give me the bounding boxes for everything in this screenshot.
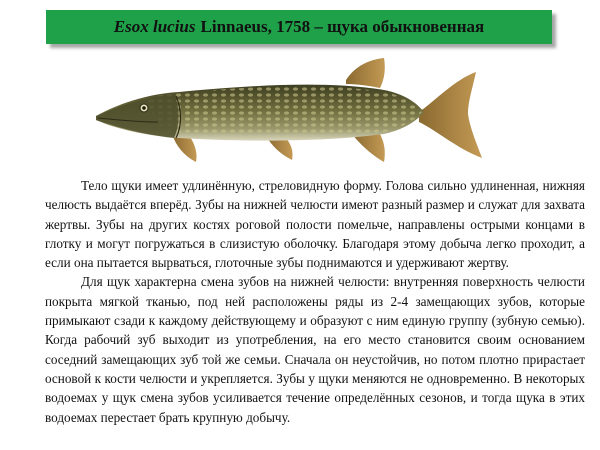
title-bar bbox=[46, 10, 552, 44]
paragraph-teeth-change: Для щук характерна смена зубов на нижней челюсти: внутренняя поверхность челюсти покрыта мягкой тканью, под ней расположены ряды из 2-4 замещающих зубов, которые примыкают сзади к каждому действующему и образуют с ним единую группу (зубную семью). Когда рабочий зуб выходит из употребления, на его место становится своим основанием соседний замещающих зуб той же семьи. Сначала он неустойчив, но потом плотно прирастает основой к кости челюсти и укрепляется. Зубы у щуки меняются не одновременно. В некоторых водоемах у щук смена зубов усиливается течение определённых сезонов, и тогда щука в этих водоемах перестает брать крупную добычу. bbox=[45, 274, 585, 425]
species-name: Esox lucius bbox=[113, 17, 196, 36]
pike-fish-illustration bbox=[84, 50, 514, 175]
title-authority: Linnaeus, 1758 – щука обыкновенная bbox=[200, 17, 485, 36]
fish-image bbox=[84, 50, 514, 175]
description-text bbox=[45, 176, 585, 427]
paragraph-body-shape: Тело щуки имеет удлинённую, стреловидную форму. Голова сильно удлиненная, нижняя челюсть выдаётся вперёд. Зубы на нижней челюсти имеют разный размер и служат для захвата жертвы. Зубы на других костях роговой полости помельче, направлены острыми концами в глотку и могут погружаться в слизистую оболочку. Благодаря этому добыча легко проходит, а если она пытается вырваться, глоточные зубы поднимаются и удерживают жертву. bbox=[45, 178, 585, 271]
